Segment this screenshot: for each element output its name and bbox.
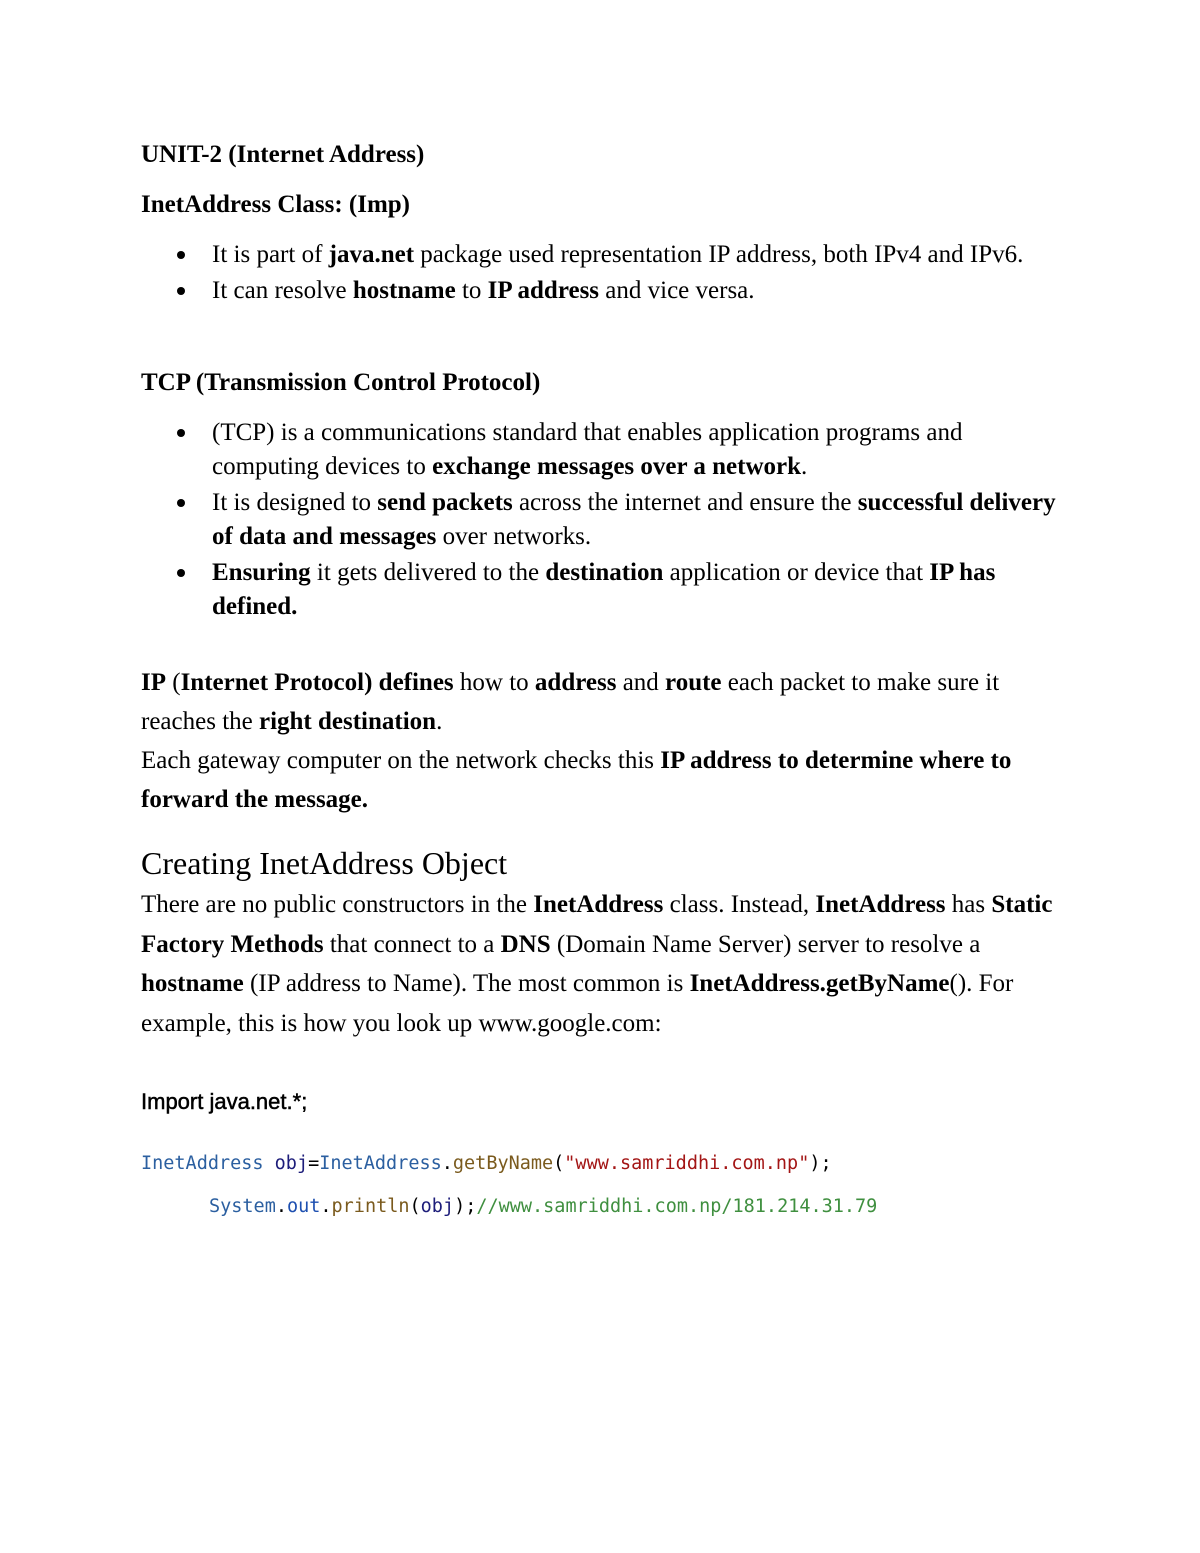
ip-paragraph: IP (Internet Protocol) defines how to address and route each packet to make sure it reaches the right destination. Each gateway computer on the network checks this IP address to determine where to forward the message. [141, 669, 1012, 813]
code-line-println: System.out.println(obj);//www.samriddhi.com.np/181.214.31.79 [209, 1196, 878, 1217]
class-title: InetAddress Class: (Imp) [141, 191, 411, 218]
bullet-icon [177, 569, 185, 577]
inet-bullet-list [141, 238, 1061, 308]
list-item: Ensuring it gets delivered to the destination application or device that IP has defined. [141, 556, 1061, 624]
bullet-icon [177, 499, 185, 507]
list-item: It can resolve hostname to IP address and vice versa. [141, 274, 1061, 308]
bullet-icon [177, 287, 185, 295]
bullet-icon [177, 429, 185, 437]
bullet-icon [177, 251, 185, 259]
import-statement: Import java.net.*; [141, 1089, 308, 1114]
list-item: (TCP) is a communications standard that enables application programs and computing devices to exchange messages over a network. [141, 416, 1061, 484]
list-item: It is part of java.net package used representation IP address, both IPv4 and IPv6. [141, 238, 1061, 272]
gateway-paragraph: Each gateway computer on the network checks this [141, 747, 661, 774]
tcp-title: TCP (Transmission Control Protocol) [141, 369, 541, 396]
creating-object-paragraph: There are no public constructors in the InetAddress class. Instead, InetAddress has Static Factory Methods that connect to a DNS (Domain Name Server) server to resolve a hostname (IP address to Name). The most common is InetAddress.getByName(). For example, this is how you look up www.google.com: [141, 891, 1053, 1037]
unit-title: UNIT-2 (Internet Address) [141, 141, 425, 168]
list-item: It is designed to send packets across the internet and ensure the successful delivery of data and messages over networks. [141, 486, 1061, 554]
code-line-getbyname: InetAddress obj=InetAddress.getByName("www.samriddhi.com.np"); [141, 1153, 832, 1174]
section-heading: Creating InetAddress Object [141, 845, 508, 881]
tcp-bullet-list [141, 416, 1061, 624]
document-page [141, 138, 1061, 1220]
